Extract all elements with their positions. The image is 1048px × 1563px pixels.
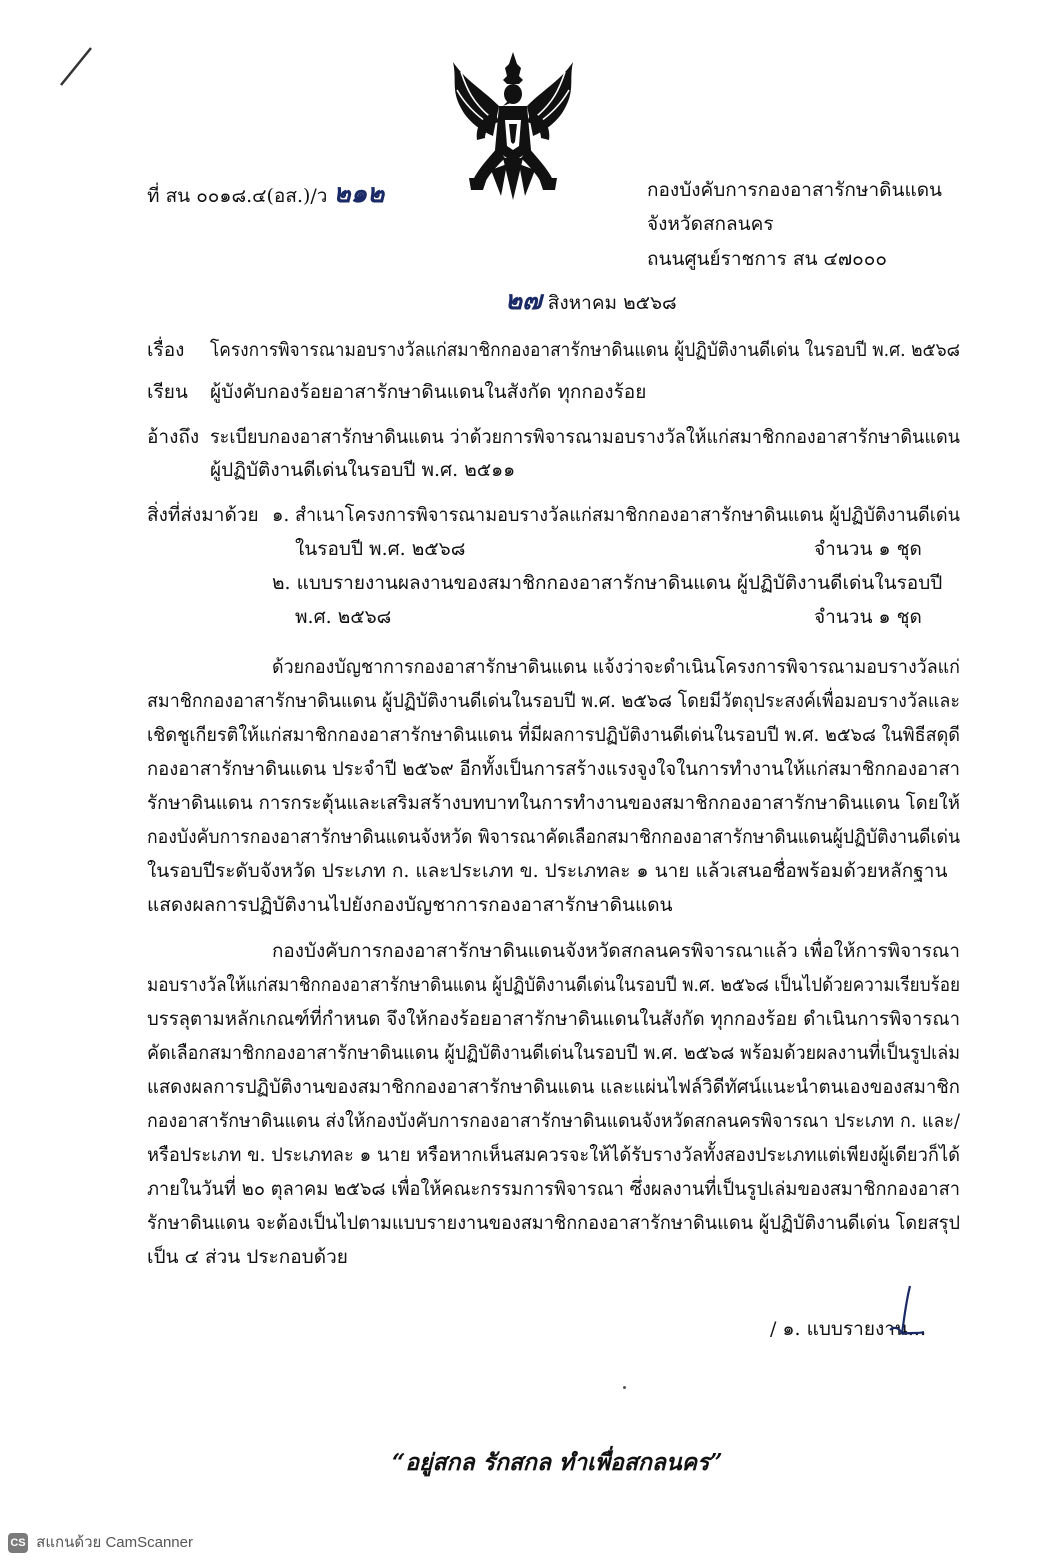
paragraph-1-line-5: รักษาดินแดน การกระตุ้นและเสริมสร้างบทบาทในการทำงานของสมาชิกกองอาสารักษาดินแดน โดยให้ [147,792,960,814]
recipient-text: ผู้บังคับกองร้อยอาสารักษาดินแดนในสังกัด ทุกกองร้อย [210,381,647,403]
enclosures-label: สิ่งที่ส่งมาด้วย [147,504,259,526]
paragraph-1-line-6: กองบังคับการกองอาสารักษาดินแดนจังหวัด พิจารณาคัดเลือกสมาชิกกองอาสารักษาดินแดนผู้ปฏิบัติงานดีเด่น [147,826,960,848]
scanner-footer [8,1530,193,1554]
continuation-note: / ๑. แบบรายงาน... [770,1318,927,1340]
paragraph-1-line-8: แสดงผลการปฏิบัติงานไปยังกองบัญชาการกองอาสารักษาดินแดน [147,894,673,916]
date-month-year: สิงหาคม ๒๕๖๘ [547,292,677,314]
enclosure-1-line-2: ในรอบปี พ.ศ. ๒๕๖๘ [295,538,466,560]
paragraph-2-line-3: บรรลุตามหลักเกณฑ์ที่กำหนด จึงให้กองร้อยอาสารักษาดินแดนในสังกัด ทุกกองร้อย ดำเนินการพิจารณา [147,1008,960,1030]
issuer-line-1: กองบังคับการกองอาสารักษาดินแดน [647,179,943,201]
garuda-emblem [443,50,583,205]
enclosure-1-line-1: ๑. สำเนาโครงการพิจารณามอบรางวัลแก่สมาชิกกองอาสารักษาดินแดน ผู้ปฏิบัติงานดีเด่น [272,504,960,526]
subject-text: โครงการพิจารณามอบรางวัลแก่สมาชิกกองอาสารักษาดินแดน ผู้ปฏิบัติงานดีเด่น ในรอบปี พ.ศ. ๒๕๖๘ [210,339,960,361]
date-day-handwritten: ๒๗ [505,286,542,316]
enclosure-2-line-1: ๒. แบบรายงานผลงานของสมาชิกกองอาสารักษาดินแดน ผู้ปฏิบัติงานดีเด่นในรอบปี [272,572,943,594]
issuer-line-2: จังหวัดสกลนคร [647,213,774,235]
paragraph-1-line-3: เชิดชูเกียรติให้แก่สมาชิกกองอาสารักษาดินแดน ที่มีผลการปฏิบัติงานดีเด่นในรอบปี พ.ศ. ๒๕๖๘ ในพิธีสดุดี [147,724,960,746]
issuer-line-3: ถนนศูนย์ราชการ สน ๔๗๐๐๐ [647,248,887,270]
motto: “อยู่สกล รักสกล ทำเพื่อสกลนคร” [392,1449,723,1476]
enclosure-1-quantity: จำนวน ๑ ชุด [814,538,922,560]
document-number-prefix: ที่ สน ๐๐๑๘.๔(อส.)/ว [147,185,328,207]
paragraph-2-line-5: แสดงผลการปฏิบัติงานของสมาชิกกองอาสารักษาดินแดน และแผ่นไฟล์วิดีทัศน์แนะนำตนเองของสมาชิก [147,1076,960,1098]
document-number-handwritten: ๒๑๒ [333,179,385,209]
paragraph-2-line-1: กองบังคับการกองอาสารักษาดินแดนจังหวัดสกลนครพิจารณาแล้ว เพื่อให้การพิจารณา [272,940,960,962]
scan-speck [623,1386,626,1389]
paragraph-2-line-10: เป็น ๔ ส่วน ประกอบด้วย [147,1246,348,1268]
reference-line-1: ระเบียบกองอาสารักษาดินแดน ว่าด้วยการพิจารณามอบรางวัลให้แก่สมาชิกกองอาสารักษาดินแดน [210,426,960,448]
paragraph-2-line-9: รักษาดินแดน จะต้องเป็นไปตามแบบรายงานของสมาชิกกองอาสารักษาดินแดน ผู้ปฏิบัติงานดีเด่น โดยสรุป [147,1212,960,1234]
enclosure-2-line-2: พ.ศ. ๒๕๖๘ [295,606,392,628]
document-date [505,288,677,314]
paragraph-1-line-2: สมาชิกกองอาสารักษาดินแดน ผู้ปฏิบัติงานดีเด่นในรอบปี พ.ศ. ๒๕๖๘ โดยมีวัตถุประสงค์เพื่อมอบรางวัลและ [147,690,960,712]
recipient-label: เรียน [147,381,188,403]
paragraph-2-line-7: หรือประเภท ข. ประเภทละ ๑ นาย หรือหากเห็นสมควรจะให้ได้รับรางวัลทั้งสองประเภทแต่เพียงผู้เดียวก็ได้ [147,1144,960,1166]
paragraph-1-line-4: กองอาสารักษาดินแดน ประจำปี ๒๕๖๙ อีกทั้งเป็นการสร้างแรงจูงใจในการทำงานให้แก่สมาชิกกองอาสา [147,758,960,780]
subject-label: เรื่อง [147,339,185,361]
camscanner-logo: CS [8,1533,28,1553]
initial-signature [880,1282,930,1342]
paragraph-1-line-7: ในรอบปีระดับจังหวัด ประเภท ก. และประเภท ข. ประเภทละ ๑ นาย แล้วเสนอชื่อพร้อมด้วยหลักฐาน [147,860,948,882]
paragraph-1-line-1: ด้วยกองบัญชาการกองอาสารักษาดินแดน แจ้งว่าจะดำเนินโครงการพิจารณามอบรางวัลแก่ [272,656,960,678]
paragraph-2-line-8: ภายในวันที่ ๒๐ ตุลาคม ๒๕๖๘ เพื่อให้คณะกรรมการพิจารณา ซึ่งผลงานที่เป็นรูปเล่มของสมาชิกกองอาสา [147,1178,960,1200]
paragraph-2-line-6: กองอาสารักษาดินแดน ส่งให้กองบังคับการกองอาสารักษาดินแดนจังหวัดสกลนครพิจารณา ประเภท ก. และ/ [147,1110,960,1132]
paragraph-2-line-2: มอบรางวัลให้แก่สมาชิกกองอาสารักษาดินแดน ผู้ปฏิบัติงานดีเด่นในรอบปี พ.ศ. ๒๕๖๘ เป็นไปด้วยความเรียบร้อย [147,974,960,996]
paragraph-2-line-4: คัดเลือกสมาชิกกองอาสารักษาดินแดน ผู้ปฏิบัติงานดีเด่นในรอบปี พ.ศ. ๒๕๖๘ พร้อมด้วยผลงานที่เป็นรูปเล่ม [147,1042,960,1064]
reference-label: อ้างถึง [147,426,200,448]
corner-slash-mark [55,45,95,90]
scanner-footer-text: สแกนด้วย CamScanner [36,1534,193,1551]
document-number [147,181,384,207]
reference-line-2: ผู้ปฏิบัติงานดีเด่นในรอบปี พ.ศ. ๒๕๑๑ [210,459,516,481]
enclosure-2-quantity: จำนวน ๑ ชุด [814,606,922,628]
